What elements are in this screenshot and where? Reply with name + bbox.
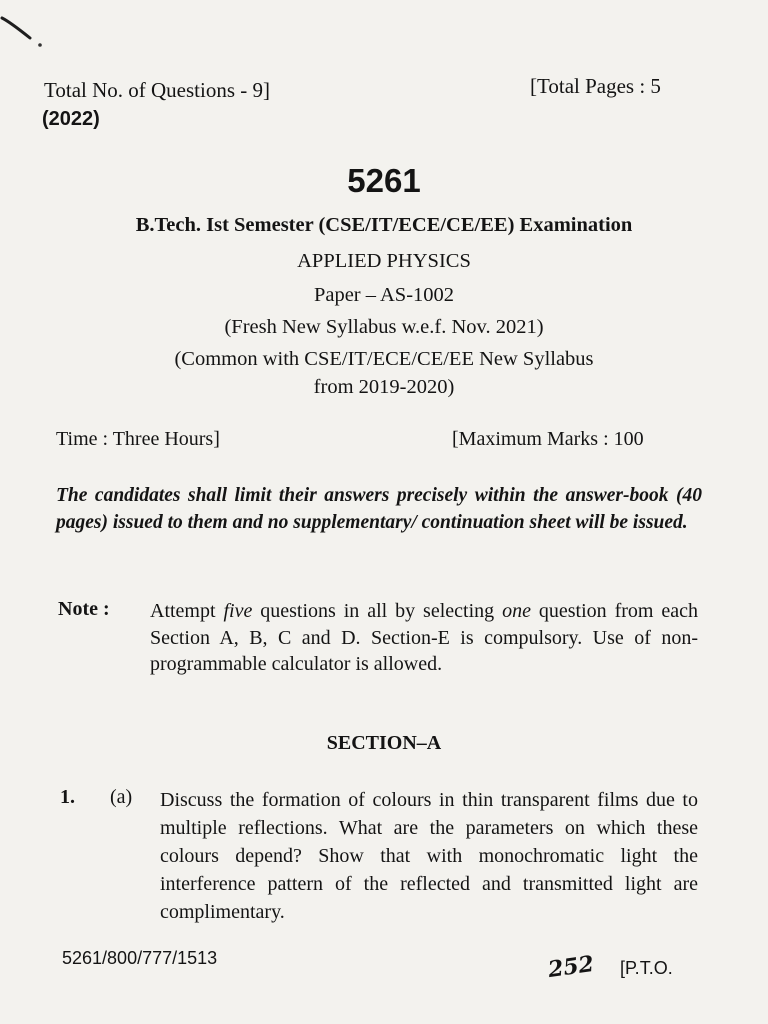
top-left-dot <box>38 43 42 47</box>
question-text: Discuss the formation of colours in thin transparent films due to multiple reflections. What are the parameters on which these colours depend? Show that with monochromatic light the interference pattern of the reflected and transmitted light are complimentary. <box>160 789 698 923</box>
exam-year: (2022) <box>42 108 100 130</box>
time-allowed: Time : Three Hours] <box>56 428 220 450</box>
note-emphasis-one: one <box>502 600 531 622</box>
footer-code: 5261/800/777/1513 <box>62 948 218 968</box>
question-number: 1. <box>60 786 75 808</box>
syllabus-note: (Fresh New Syllabus w.e.f. Nov. 2021) <box>224 316 544 338</box>
maximum-marks: [Maximum Marks : 100 <box>452 428 644 450</box>
paper-number: Paper – AS-1002 <box>313 284 455 306</box>
top-left-smudge <box>2 18 30 38</box>
common-with-line2: from 2019-2020) <box>313 376 455 398</box>
note-text <box>150 598 698 678</box>
common-with-line1: (Common with CSE/IT/ECE/CE/EE New Syllabus <box>174 348 594 370</box>
pto-label: [P.T.O. <box>620 958 673 978</box>
note-text-part1: Attempt <box>150 600 224 622</box>
section-a-heading: SECTION–A <box>326 732 442 754</box>
total-pages: [Total Pages : 5 <box>530 74 661 98</box>
subject-title: APPLIED PHYSICS <box>297 250 471 272</box>
note-label: Note : <box>58 598 110 620</box>
note-emphasis-five: five <box>223 600 253 622</box>
exam-title: B.Tech. Ist Semester (CSE/IT/ECE/CE/EE) Examination <box>135 214 633 236</box>
question-part-label: (a) <box>110 786 133 808</box>
note-text-part3: question from each Section A, B, C and D. Section-E is compulsory. Use of non-programmable calculator is allowed. <box>150 600 698 675</box>
total-questions: Total No. of Questions - 9] <box>44 78 270 102</box>
candidate-instructions: The candidates shall limit their answers precisely within the answer-book (40 pages) issued to them and no supplementary/ continuation sheet will be issued. <box>56 485 702 533</box>
handwritten-number: 252 <box>546 950 596 984</box>
note-text-part2: questions in all by selecting <box>252 600 503 622</box>
paper-code: 5261 <box>347 162 421 199</box>
